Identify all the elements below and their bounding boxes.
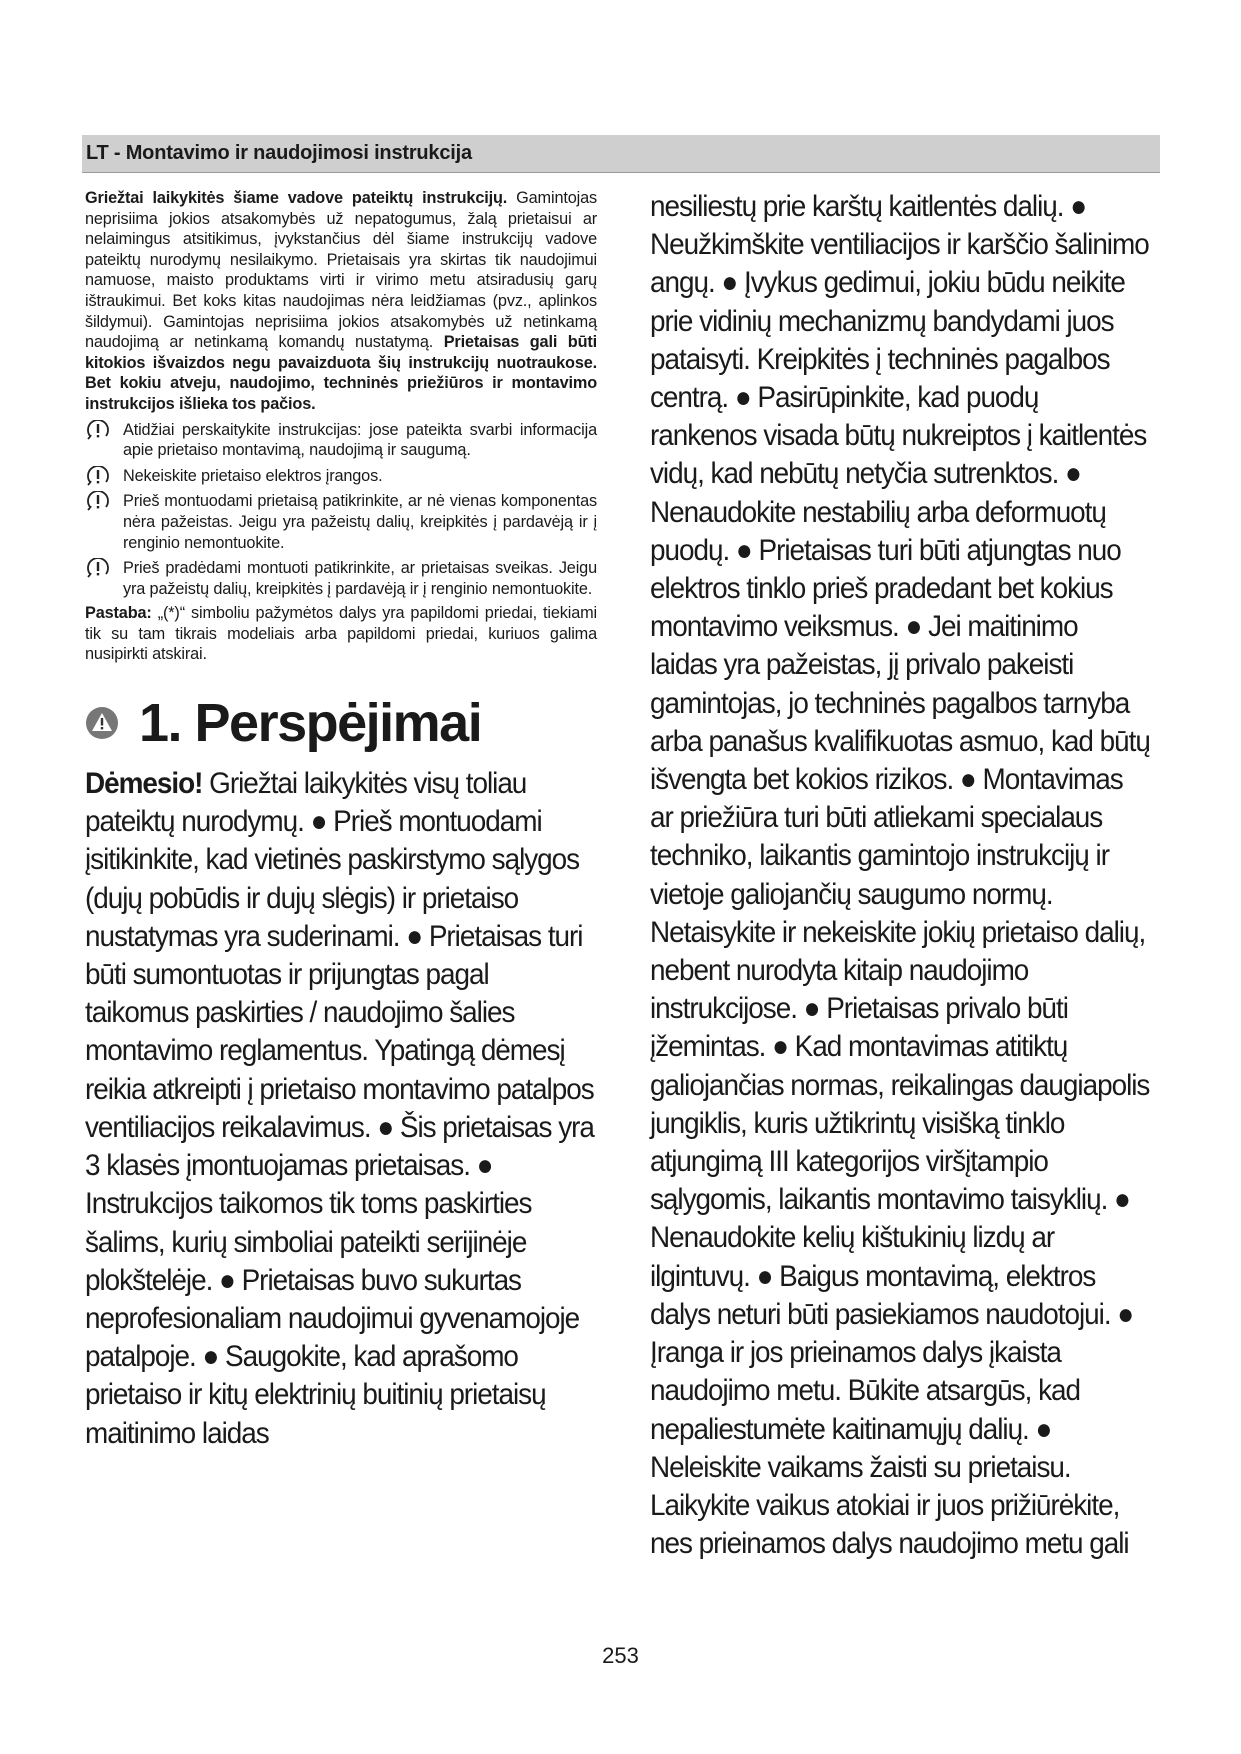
notice-text: Nekeiskite prietaiso elektros įrangos. bbox=[123, 466, 383, 485]
header-bar bbox=[82, 135, 1160, 173]
section-heading bbox=[85, 693, 597, 753]
intro-bold-appearance: Prietaisas gali būti kitokios išvaizdos negu pavaizduota šių instrukcijų nuotraukose. Bet kokiu atveju, naudojimo, techninės priežiūros ir montavimo instrukcijos išlieka tos pačios. bbox=[85, 333, 598, 413]
intro-text: Gamintojas neprisiima jokios atsakomybės už nepatogumus, žalą prietaisui ar nelaimingus atsitikimus, įvykstančius dėl šiame instrukcijų vadove pateiktų nurodymų nesilaikymo. Prietaisais yra skirtas tik naudojimui namuose, maisto produktams virti ir virimo metu atsiradusių garų ištraukimui. Bet koks kitas naudojimas nėra leidžiamas (pvz., aplinkos šildymui). Gamintojas neprisiima jokios atsakomybės už netinkamą naudojimą ar netinkamą komandų nustatymą. bbox=[85, 189, 597, 352]
warnings-body-left: Griežtai laikykitės visų toliau pateiktų nurodymų. ● Prieš montuodami įsitikinkite, kad vietinės paskirstymo sąlygos (dujų pobūdis ir dujų slėgis) ir prietaiso nustatymas yra suderinami. ● Prietaisas turi būti sumontuotas ir prijungtas pagal taikomus paskirties / naudojimo šalies montavimo reglamentus. Ypatingą dėmesį reikia atkreipti į prietaiso montavimo patalpos ventiliacijos reikalavimus. ● Šis prietaisas yra 3 klasės įmontuojamas prietaisas. ● Instrukcijos taikomos tik toms paskirties šalims, kurių simboliai pateikti serijinėje plokštelėje. ● Prietaisas buvo sukurtas neprofesionaliam naudojimui gyvenamojoje patalpoje. ● Saugokite, kad aprašomo prietaiso ir kitų elektrinių buitinių prietaisų maitinimo laidas bbox=[85, 767, 594, 1450]
attention-icon bbox=[85, 491, 111, 513]
note-paragraph bbox=[85, 603, 597, 665]
right-column bbox=[650, 188, 1150, 1563]
warnings-text-right: nesiliestų prie karštų kaitlentės dalių. ● Neužkimškite ventiliacijos ir karščio šalinimo angų. ● Įvykus gedimui, jokiu būdu neikite prie vidinių mechanizmų bandydami juos pataisyti. Kreipkitės į techninės pagalbos centrą. ● Pasirūpinkite, kad puodų rankenos visada būtų nukreiptos į kaitlentės vidų, kad nebūtų netyčia sutrenktos. ● Nenaudokite nestabilių arba deformuotų puodų. ● Prietaisas turi būti atjungtas nuo elektros tinklo prieš pradedant bet kokius montavimo veiksmus. ● Jei maitinimo laidas yra pažeistas, jį privalo pakeisti gamintojas, jo techninės pagalbos tarnyba arba panašus kvalifikuotas asmuo, kad būtų išvengta bet kokios rizikos. ● Montavimas ar priežiūra turi būti atliekami specialaus techniko, laikantis gamintojo instrukcijų ir vietoje galiojančių saugumo normų. Netaisykite ir nekeiskite jokių prietaiso dalių, nebent nurodyta kitaip naudojimo instrukcijose. ● Prietaisas privalo būti įžemintas. ● Kad montavimas atitiktų galiojančias normas, reikalingas daugiapolis jungiklis, kuris užtikrintų visišką tinklo atjungimą III kategorijos viršįtampio sąlygomis, laikantis montavimo taisyklių. ● Nenaudokite kelių kištukinių lizdų ar ilgintuvų. ● Baigus montavimą, elektros dalys neturi būti pasiekiamos naudotojui. ● Įranga ir jos prieinamos dalys įkaista naudojimo metu. Būkite atsargūs, kad nepaliestumėte kaitinamųjų dalių. ● Neleiskite vaikams žaisti su prietaisu. Laikykite vaikus atokiai ir juos prižiūrėkite, nes prieinamos dalys naudojimo metu gali bbox=[650, 190, 1150, 1561]
intro-bold-warning: Griežtai laikykitės šiame vadove pateiktų instrukcijų. bbox=[85, 189, 508, 207]
warnings-text-left bbox=[85, 765, 595, 1453]
notice-item bbox=[85, 466, 597, 487]
notice-text: Atidžiai perskaitykite instrukcijas: jose pateikta svarbi informacija apie prietaiso montavimą, naudojimą ir saugumą. bbox=[123, 420, 597, 460]
page-title: LT - Montavimo ir naudojimosi instrukcija bbox=[86, 142, 472, 164]
notice-item bbox=[85, 491, 597, 553]
notice-item bbox=[85, 558, 597, 599]
notice-item bbox=[85, 420, 597, 461]
attention-lead: Dėmesio! bbox=[85, 767, 203, 801]
left-column bbox=[85, 188, 597, 1453]
note-label: Pastaba: bbox=[85, 604, 152, 623]
page-number: 253 bbox=[602, 1643, 639, 1668]
attention-icon bbox=[85, 420, 111, 442]
attention-icon bbox=[85, 558, 111, 580]
intro-paragraph bbox=[85, 188, 597, 415]
notice-text: Prieš pradėdami montuoti patikrinkite, ar prietaisas sveikas. Jeigu yra pažeistų dalių, kreipkitės į pardavėją ir į renginio nemontuokite. bbox=[123, 559, 597, 598]
notice-text: Prieš montuodami prietaisą patikrinkite, ar nė vienas komponentas nėra pažeistas. Jeigu yra pažeistų dalių, kreipkitės į pardavėją ir į renginio nemontuokite. bbox=[123, 492, 597, 552]
attention-icon bbox=[85, 466, 111, 488]
note-text: „(*)“ simboliu pažymėtos dalys yra papildomi priedai, tiekiami tik su tam tikrais modeliais arba papildomi priedai, kuriuos galima nusipirkti atskirai. bbox=[85, 604, 597, 664]
section-title: 1. Perspėjimai bbox=[139, 693, 482, 754]
warning-triangle-icon bbox=[85, 706, 119, 740]
